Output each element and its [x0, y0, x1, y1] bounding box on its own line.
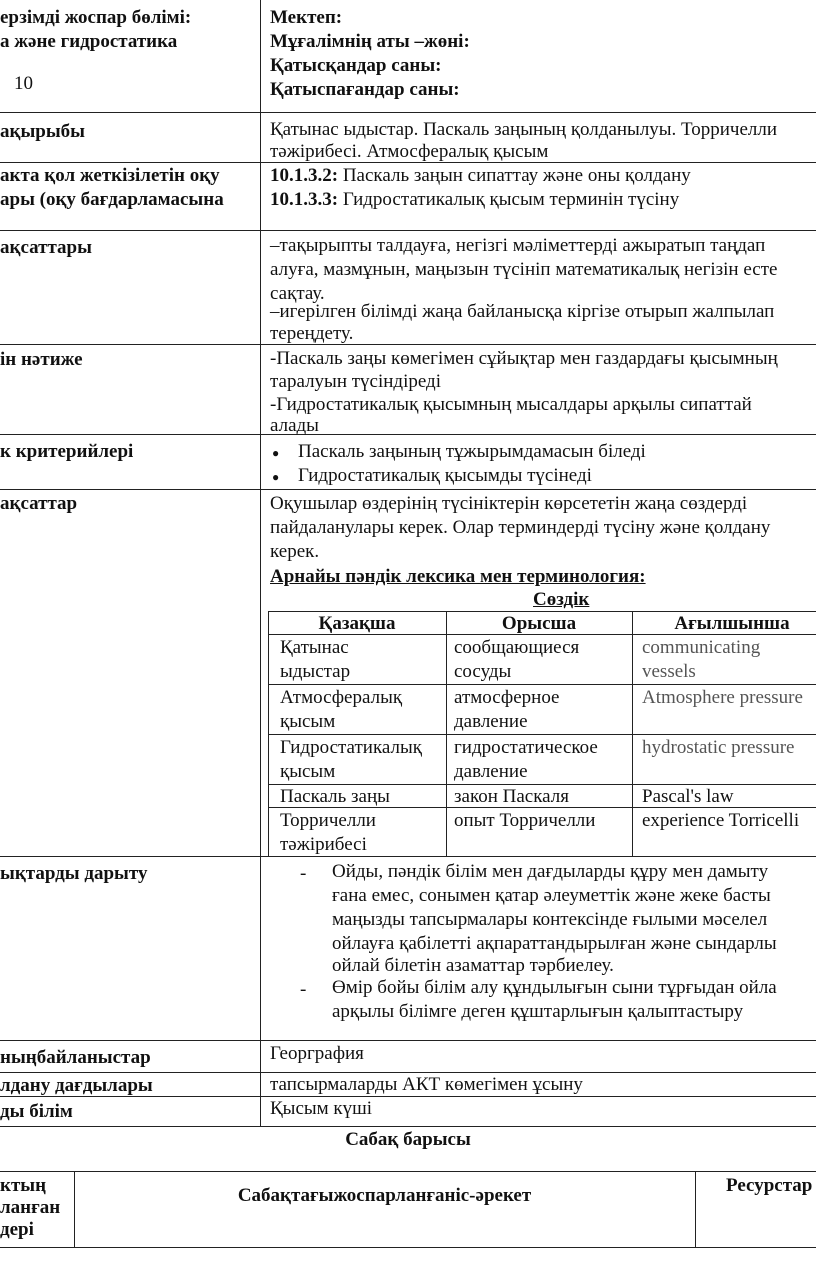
vocab-cell: ыдыстар — [280, 661, 351, 682]
vocab-header-english: Ағылшынша — [674, 613, 790, 634]
vocab-cell: Паскаль заңы — [280, 786, 390, 807]
criteria-label: к критерийлері — [0, 441, 134, 462]
goals-text: тереңдету. — [270, 323, 354, 344]
vocab-border — [268, 734, 816, 735]
present-count-label: Қатысқандар саны: — [270, 55, 442, 76]
result-text: таралуын түсіндіреді — [270, 371, 441, 392]
values-text: ойлай білетін азаматтар тәрбиелеу. — [332, 955, 614, 976]
teacher-label: Мұғалімнің аты –жөні: — [270, 31, 470, 52]
row-border — [0, 230, 816, 231]
dictionary-title: Сөздік — [533, 589, 590, 610]
vocab-cell: гидростатическое — [454, 737, 598, 758]
ict-value: тапсырмаларды АКТ көмегімен ұсыну — [270, 1074, 583, 1095]
vocab-cell: атмосферное — [454, 687, 560, 708]
row-border — [0, 856, 816, 857]
vocab-cell: закон Паскаля — [454, 786, 569, 807]
progress-col-resources: Ресурстар — [726, 1175, 813, 1196]
header-grade: 10 — [14, 73, 33, 94]
dash-marker: - — [300, 863, 307, 884]
terminology-heading: Арнайы пәндік лексика мен терминология: — [270, 566, 646, 587]
values-text: Өмір бойы білім алу құндылығын сыни тұрғыдан ойла — [332, 977, 777, 998]
values-text: Ойды, пәндік білім мен дағдыларды құру мен дамыту — [332, 861, 769, 882]
vocab-cell: Гидростатикалық — [280, 737, 422, 758]
vocab-border — [446, 611, 447, 856]
objective-code: 10.1.3.3: — [270, 189, 339, 210]
objectives-label: акта қол жеткізілетін оқу — [0, 165, 220, 186]
school-label: Мектеп: — [270, 7, 343, 28]
goals-text: сақтау. — [270, 283, 325, 304]
vocab-header-kazakh: Қазақша — [318, 613, 396, 634]
topic-label: ақырыбы — [0, 121, 86, 142]
vocab-cell: Pascal's law — [642, 786, 734, 807]
vocab-border — [268, 684, 816, 685]
topic-text: Қатынас ыдыстар. Паскаль заңының қолданылуы. Торричелли — [270, 119, 778, 140]
vocab-cell: тәжірибесі — [280, 834, 367, 855]
cross-curricular-label: ныңбайланыстар — [0, 1047, 151, 1068]
vocab-cell: давление — [454, 711, 528, 732]
language-label: ақсаттар — [0, 493, 78, 514]
row-border — [0, 1126, 816, 1127]
vocab-header-russian: Орысша — [501, 613, 577, 634]
row-border — [0, 112, 816, 113]
values-text: ойлауға қабілетті ақпараттандырылған және сындарлы — [332, 933, 777, 954]
values-label: ықтарды дарыту — [0, 863, 148, 884]
language-text: пайдаланулары керек. Олар терминдерді түсіну және қолдану — [270, 517, 771, 538]
goals-text: алуға, мазмұнын, маңызын түсініп математикалық негізін есте — [270, 259, 778, 280]
cross-curricular-value: Георграфия — [270, 1043, 364, 1064]
lesson-progress-title: Сабақ барысы — [345, 1129, 471, 1150]
vocab-cell: Торричелли — [280, 810, 376, 831]
absent-count-label: Қатыспағандар саны: — [270, 79, 460, 100]
result-text: -Паскаль заңы көмегімен сұйықтар мен газдардағы қысымның — [270, 348, 778, 369]
progress-table-border — [74, 1171, 75, 1247]
goals-text: –игерілген білімді жаңа байланысқа кіргізе отырып жалпылап — [270, 301, 775, 322]
objective-text: Паскаль заңын сипаттау және оны қолдану — [342, 165, 691, 186]
topic-text: тәжірибесі. Атмосфералық қысым — [270, 141, 549, 162]
progress-col-stage: ланған — [0, 1197, 61, 1218]
vocab-cell: Atmosphere pressure — [642, 687, 803, 708]
vocab-cell: vessels — [642, 661, 696, 682]
progress-table-border — [695, 1171, 696, 1247]
progress-table-border — [0, 1171, 816, 1172]
values-text: ғана емес, сонымен қатар әлеуметтік және жеке басты — [332, 885, 771, 906]
vocab-cell: communicating — [642, 637, 761, 658]
criteria-item: Гидростатикалық қысымды түсінеді — [298, 465, 592, 486]
objectives-label: ары (оқу бағдарламасына — [0, 189, 224, 210]
vocab-cell: Атмосфералық — [280, 687, 403, 708]
progress-table-border — [0, 1247, 816, 1248]
vocab-cell: hydrostatic pressure — [642, 737, 795, 758]
result-text: алады — [270, 415, 319, 436]
dash-marker: - — [300, 979, 307, 1000]
vocab-cell: сосуды — [454, 661, 512, 682]
objective-item — [270, 164, 816, 188]
progress-col-activity: Сабақтағыжоспарланғаніс-әрекет — [237, 1185, 532, 1206]
row-border — [0, 1040, 816, 1041]
vocab-cell: қысым — [280, 761, 336, 782]
vocab-cell: давление — [454, 761, 528, 782]
progress-col-stage: дері — [0, 1219, 34, 1240]
result-label: ін нәтиже — [0, 349, 83, 370]
objective-item — [270, 188, 816, 212]
prior-knowledge-value: Қысым күші — [270, 1098, 373, 1119]
header-section-label: ерзімді жоспар бөлімі: — [0, 7, 192, 28]
prior-knowledge-label: ды білім — [0, 1101, 73, 1122]
vocab-cell: қысым — [280, 711, 336, 732]
bullet-icon: ● — [272, 470, 280, 484]
vocab-cell: Қатынас — [280, 637, 349, 658]
header-subject: а және гидростатика — [0, 31, 178, 52]
goals-text: –тақырыпты талдауға, негізгі мәліметтерді ажыратып таңдап — [270, 235, 766, 256]
vocab-cell: сообщающиеся — [454, 637, 580, 658]
language-text: Оқушылар өздерінің түсініктерін көрсететін жаңа сөздерді — [270, 493, 748, 514]
goals-label: ақсаттары — [0, 237, 92, 258]
row-border — [0, 489, 816, 490]
values-text: арқылы білімге деген құштарлығын қалыптастыру — [332, 1001, 744, 1022]
result-text: -Гидростатикалық қысымның мысалдары арқылы сипаттай — [270, 394, 752, 415]
objective-code: 10.1.3.2: — [270, 165, 339, 186]
progress-col-stage: ктың — [0, 1175, 47, 1196]
table-divider-vertical — [260, 0, 261, 1126]
criteria-item: Паскаль заңының тұжырымдамасын біледі — [298, 441, 646, 462]
language-text: керек. — [270, 541, 320, 562]
objective-text: Гидростатикалық қысым терминін түсіну — [342, 189, 680, 210]
vocab-cell: experience Torricelli — [642, 810, 800, 831]
values-text: маңызды тапсырмалары контексінде ғылыми мәселел — [332, 909, 768, 930]
ict-label: лдану дағдылары — [0, 1075, 153, 1096]
vocab-cell: опыт Торричелли — [454, 810, 596, 831]
vocab-border — [632, 611, 633, 856]
vocab-border — [268, 611, 269, 856]
bullet-icon: ● — [272, 446, 280, 460]
